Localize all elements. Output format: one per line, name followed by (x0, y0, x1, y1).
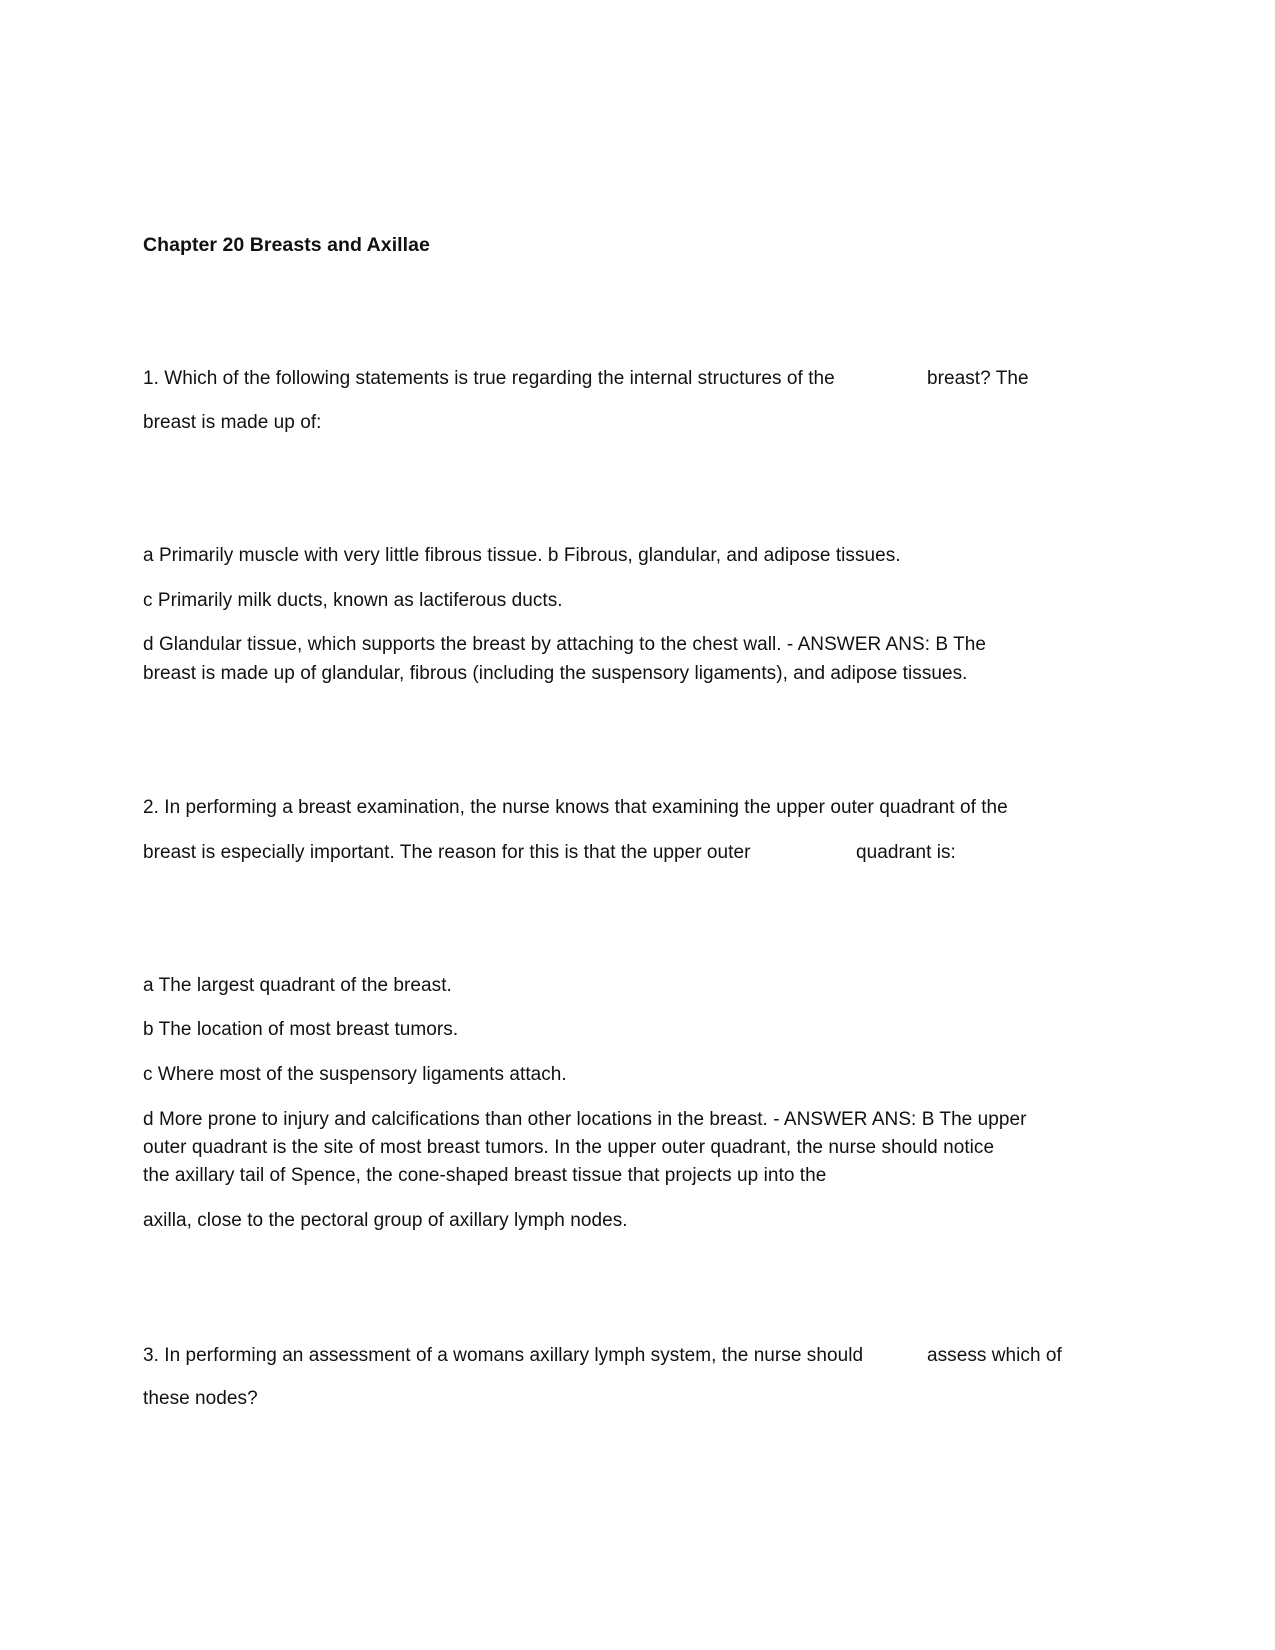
question-1-stem-line-2: breast is made up of: (143, 412, 322, 433)
question-2-stem-line-1: 2. In performing a breast examination, the nurse knows that examining the upper outer quadrant of the (143, 797, 1008, 818)
question-2-stem-line-2a: breast is especially important. The reason for this is that the upper outer (143, 842, 751, 863)
question-3-stem-line-2: these nodes? (143, 1388, 258, 1409)
question-2-option-d-line-4: axilla, close to the pectoral group of axillary lymph nodes. (143, 1210, 628, 1231)
question-2-option-d-line-3: the axillary tail of Spence, the cone-shaped breast tissue that projects up into the (143, 1165, 827, 1186)
question-1-stem-line-1b: breast? The (927, 368, 1029, 389)
question-2-option-d-line-1: d More prone to injury and calcifications than other locations in the breast. - ANSWER ANS: B The upper (143, 1109, 1027, 1130)
question-1-options-a-b: a Primarily muscle with very little fibrous tissue. b Fibrous, glandular, and adipose tissues. (143, 545, 901, 566)
question-1-stem-line-1a: 1. Which of the following statements is true regarding the internal structures of the (143, 368, 835, 389)
question-2-stem-line-2b: quadrant is: (856, 842, 956, 863)
question-1-option-d-line-1: d Glandular tissue, which supports the breast by attaching to the chest wall. - ANSWER ANS: B The (143, 634, 987, 655)
chapter-title: Chapter 20 Breasts and Axillae (143, 234, 430, 256)
question-2-option-b: b The location of most breast tumors. (143, 1019, 459, 1040)
question-3-stem-line-1b: assess which of (927, 1345, 1062, 1366)
question-2-option-c: c Where most of the suspensory ligaments attach. (143, 1064, 567, 1085)
question-3-stem-line-1a: 3. In performing an assessment of a womans axillary lymph system, the nurse should (143, 1345, 864, 1366)
question-1-option-c: c Primarily milk ducts, known as lactiferous ducts. (143, 590, 563, 611)
question-2-option-d-line-2: outer quadrant is the site of most breast tumors. In the upper outer quadrant, the nurse should notice (143, 1137, 995, 1158)
question-2-option-a: a The largest quadrant of the breast. (143, 975, 452, 996)
question-1-option-d-line-2: breast is made up of glandular, fibrous (including the suspensory ligaments), and adipose tissues. (143, 663, 968, 684)
